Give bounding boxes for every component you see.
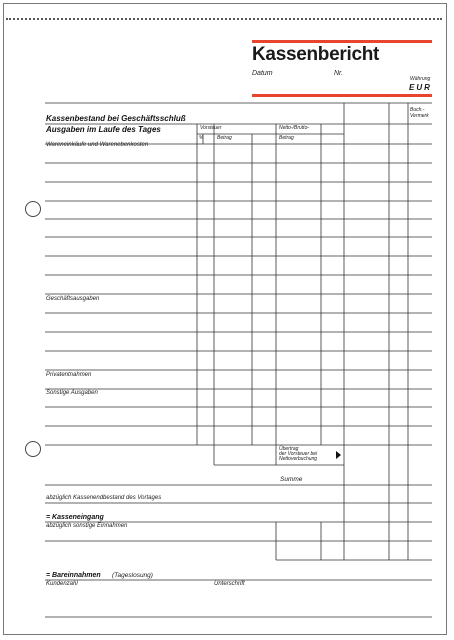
unterschrift-label: Unterschrift (214, 581, 245, 587)
sonstige-ausgaben-label: Sonstige Ausgaben (46, 390, 98, 396)
percent-label: % (199, 135, 204, 141)
vorsteuer-label: Vorsteuer (200, 125, 222, 131)
buch-label: Buch.- (410, 107, 425, 113)
bareinnahmen-label: = Bareinnahmen (46, 572, 101, 579)
nr-label: Nr. (334, 70, 344, 77)
geschaeftsausgaben-label: Geschäftsausgaben (46, 296, 100, 302)
summe-label: Summe (280, 476, 303, 483)
uebertrag-line1: Übertrag (279, 446, 299, 452)
wareneinkaeufe-label: Wareneinkäufe und Warenebenkosten (46, 142, 149, 148)
tageslosung-label: (Tageslosung) (112, 572, 153, 579)
kundenzahl-label: Kundenzahl (46, 581, 78, 587)
kassenbestand-label: Kassenbestand bei Geschäftsschluß (46, 114, 186, 123)
kasseneingang-label: = Kasseneingang (46, 514, 104, 521)
abzueglich-vortag-label: abzüglich Kassenendbestand des Vortages (46, 495, 162, 501)
privatentnahmen-label: Privatentnahmen (46, 372, 92, 378)
arrow-right-icon (336, 451, 341, 459)
abzueglich-einnahmen-label: abzüglich sonstige Einnahmen (46, 523, 128, 529)
form-title: Kassenbericht (252, 44, 380, 65)
netto-betrag-label: Betrag (279, 135, 294, 141)
vermerk-label: Vermerk (410, 113, 429, 119)
netto-brutto-label: Netto-/Brutto- (279, 125, 310, 131)
datum-label: Datum (252, 70, 273, 77)
currency-code: EUR (409, 83, 432, 92)
ausgaben-label: Ausgaben im Laufe des Tages (46, 125, 161, 134)
uebertrag-line3: Nettoverbuchung (279, 456, 318, 462)
uebertrag-line2: der Vorsteuer bei (279, 451, 318, 457)
betrag-label: Betrag (217, 135, 232, 141)
waehrung-label: Währung (410, 76, 431, 82)
